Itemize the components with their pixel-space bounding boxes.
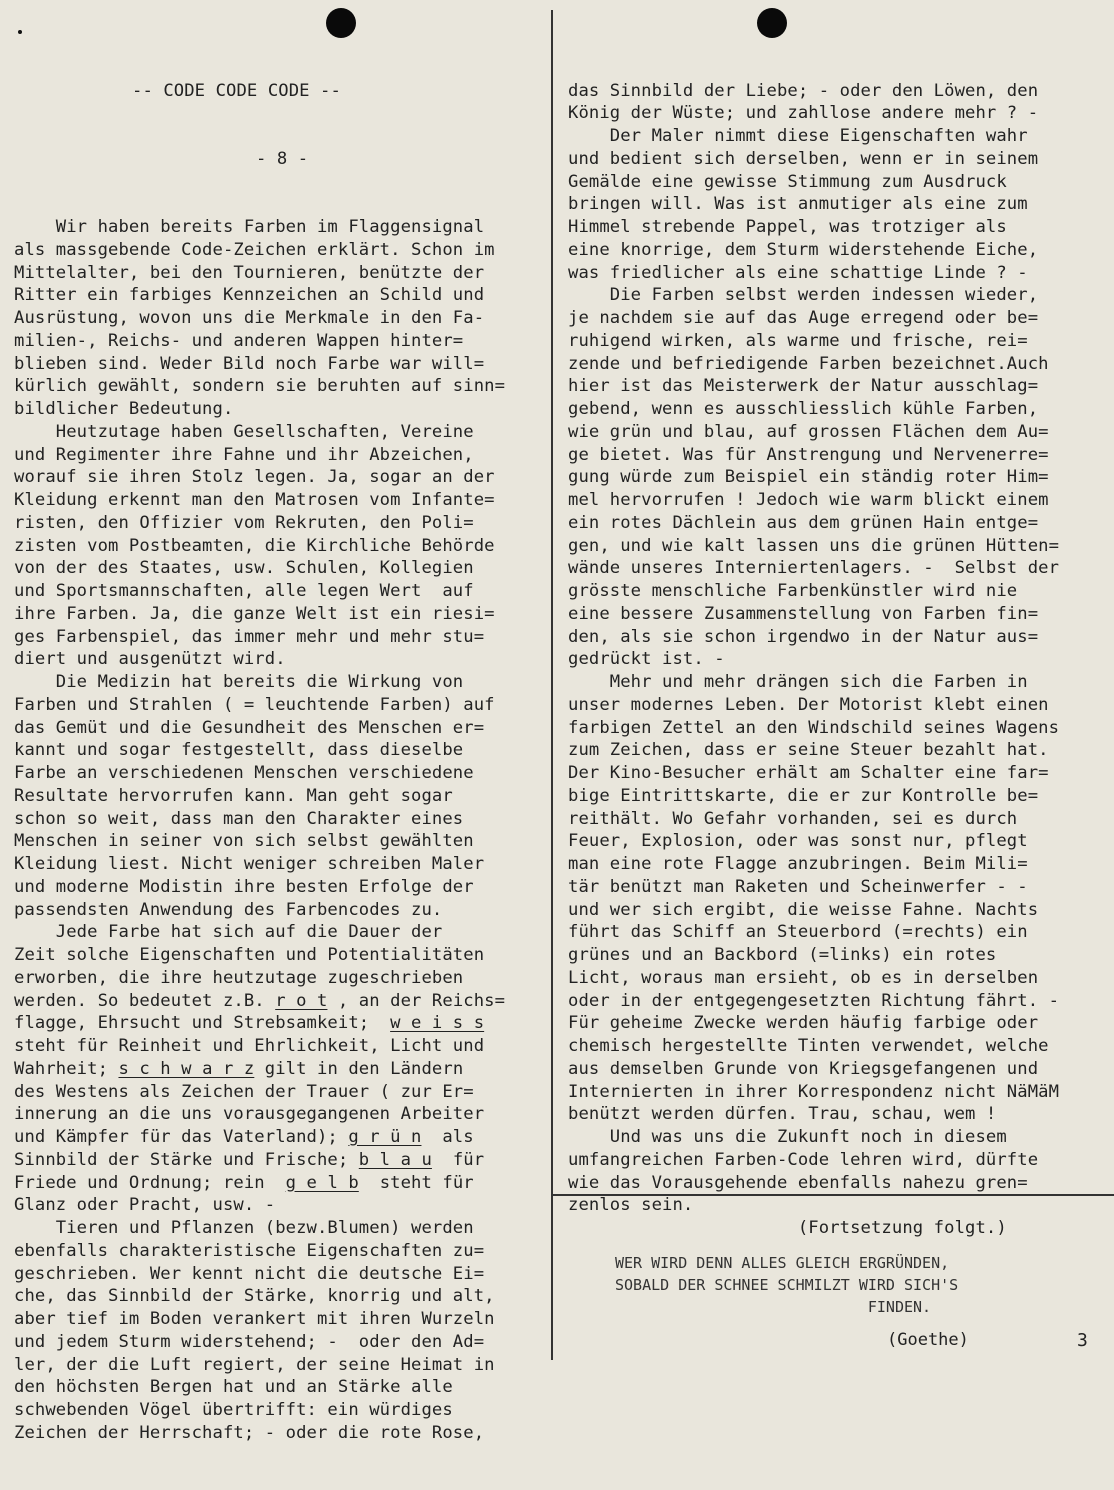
text-line: Heutzutage haben Gesellschaften, Vereine: [14, 421, 474, 442]
underlined-color-word: b l a u: [358, 1149, 432, 1170]
text-line: hier ist das Meisterwerk der Natur ausschlag=: [568, 376, 1039, 397]
text-line: und bedient sich derselben, wenn er in seinem: [568, 148, 1039, 169]
underlined-color-word: g e l b: [285, 1172, 359, 1193]
text-line: aber tief im Boden verankert mit ihren Wurzeln: [14, 1309, 495, 1329]
text-line: reithält. Wo Gefahr vorhanden, sei es durch: [568, 808, 1018, 829]
text-line: Resultate hervorrufen kann. Man geht sogar: [14, 785, 453, 806]
underlined-color-word: s c h w a r z: [118, 1058, 255, 1079]
text-line: worauf sie ihren Stolz legen. Ja, sogar an der: [14, 467, 495, 488]
text-line: schwebenden Vögel übertrifft: ein würdiges: [14, 1400, 453, 1420]
text-line: Die Medizin hat bereits die Wirkung von: [14, 672, 464, 692]
text-line: aus demselben Grunde von Kriegsgefangenen und: [568, 1058, 1039, 1079]
goethe-quote: [615, 1252, 958, 1318]
text-line: flagge, Ehrsucht und Strebsamkeit; w e i s s: [14, 1013, 485, 1034]
text-line: Wahrheit; s c h w a r z gilt in den Ländern: [14, 1058, 464, 1079]
text-line: Wir haben bereits Farben im Flaggensignal: [14, 217, 485, 237]
text-line: wände unseres Interniertenlagers. - Selbst der: [568, 558, 1060, 579]
text-line: innerung an die uns vorausgegangenen Arbeiter: [14, 1104, 485, 1125]
text-line: Mittelalter, bei den Tournieren, benützte der: [14, 262, 485, 283]
underlined-color-word: w e i s s: [390, 1013, 485, 1034]
text-line: Und was uns die Zukunft noch in diesem: [568, 1127, 1007, 1147]
text-line: Ausrüstung, wovon uns die Merkmale in den Fa-: [14, 308, 485, 328]
text-line: zenlos sein.: [568, 1195, 694, 1216]
text-line: bige Eintrittskarte, die er zur Kontrolle be=: [568, 785, 1039, 806]
quote-line-1: WER WIRD DENN ALLES GLEICH ERGRÜNDEN,: [615, 1254, 950, 1272]
text-line: gedrückt ist. -: [568, 649, 725, 670]
text-line: bringen will. Was ist anmutiger als eine zum: [568, 194, 1028, 215]
text-line: Kleidung liest. Nicht weniger schreiben Maler: [14, 854, 485, 874]
text-line: oder in der entgegengesetzten Richtung fährt. -: [568, 990, 1060, 1011]
text-line: Jede Farbe hat sich auf die Dauer der: [14, 922, 443, 943]
text-line: Menschen in seiner von sich selbst gewählten: [14, 831, 474, 852]
text-line: ler, der die Luft regiert, der seine Heimat in: [14, 1354, 495, 1375]
underlined-color-word: r o t: [275, 990, 328, 1011]
text-line: farbigen Zettel an den Windschild seines Wagens: [568, 717, 1060, 738]
text-line: Gemälde eine gewisse Stimmung zum Ausdruck: [568, 171, 1007, 192]
text-line: gebend, wenn es ausschliesslich kühle Farben,: [568, 399, 1039, 419]
right-column: [568, 34, 1108, 1285]
text-line: den, als sie schon irgendwo in der Natur aus=: [568, 626, 1039, 647]
text-line: ruhigend wirken, als warme und frische, rei=: [568, 330, 1028, 351]
text-line: Ritter ein farbiges Kennzeichen an Schild und: [14, 285, 485, 306]
text-line: ihre Farben. Ja, die ganze Welt ist ein riesi=: [14, 603, 495, 624]
text-line: ge bietet. Was für Anstrengung und Nervenerre=: [568, 444, 1049, 465]
text-line: (Fortsetzung folgt.): [568, 1218, 1007, 1238]
text-line: von der des Staates, usw. Schulen, Kollegien: [14, 558, 474, 579]
text-line: und wer sich ergibt, die weisse Fahne. Nachts: [568, 899, 1039, 920]
text-line: und Regimenter ihre Fahne und ihr Abzeichen,: [14, 444, 474, 465]
text-line: Glanz oder Pracht, usw. -: [14, 1195, 276, 1216]
text-line: erworben, die ihre heutzutage zugeschrieben: [14, 967, 464, 988]
quote-author: (Goethe): [887, 1330, 969, 1350]
text-line: grünes und an Backbord (=links) ein rotes: [568, 945, 997, 965]
text-line: Kleidung erkennt man den Matrosen vom Infante=: [14, 490, 495, 510]
page-header: -- CODE CODE CODE --: [132, 80, 341, 101]
text-line: Zeichen der Herrschaft; - oder die rote Rose,: [14, 1422, 485, 1443]
underlined-color-word: g r ü n: [348, 1127, 422, 1147]
text-line: Die Farben selbst werden indessen wieder,: [568, 285, 1039, 306]
text-line: bildlicher Bedeutung.: [14, 399, 234, 419]
text-line: blieben sind. Weder Bild noch Farbe war will=: [14, 353, 485, 374]
text-line: König der Wüste; und zahllose andere mehr ? -: [568, 103, 1039, 124]
text-line: umfangreichen Farben-Code lehren wird, dürfte: [568, 1149, 1039, 1170]
text-line: gung würde zum Beispiel ein ständig roter Him=: [568, 467, 1049, 488]
page-number-top: - 8 -: [256, 148, 309, 169]
text-line: Tieren und Pflanzen (bezw.Blumen) werden: [14, 1218, 474, 1238]
quote-line-3: FINDEN.: [615, 1298, 932, 1316]
text-line: unser modernes Leben. Der Motorist klebt einen: [568, 694, 1049, 715]
text-line: diert und ausgenützt wird.: [14, 649, 286, 670]
text-line: und moderne Modistin ihre besten Erfolge der: [14, 876, 474, 897]
text-line: gen, und wie kalt lassen uns die grünen Hütten=: [568, 535, 1060, 556]
text-line: als massgebende Code-Zeichen erklärt. Schon im: [14, 239, 495, 260]
text-line: Himmel strebende Pappel, was trotziger als: [568, 217, 1007, 237]
text-line: Feuer, Explosion, oder was sonst nur, pflegt: [568, 831, 1028, 852]
text-line: Für geheime Zwecke werden häufig farbige oder: [568, 1013, 1039, 1034]
text-line: des Westens als Zeichen der Trauer ( zur Er=: [14, 1081, 474, 1102]
left-column: [14, 34, 544, 1490]
text-line: werden. So bedeutet z.B. r o t , an der Reichs=: [14, 990, 506, 1011]
text-line: Der Kino-Besucher erhält am Schalter eine far=: [568, 763, 1049, 783]
text-line: kürlich gewählt, sondern sie beruhten auf sinn=: [14, 376, 506, 397]
text-line: che, das Sinnbild der Stärke, knorrig und alt,: [14, 1286, 495, 1307]
text-line: eine bessere Zusammenstellung von Farben fin=: [568, 603, 1039, 624]
text-line: chemisch hergestellte Tinten verwendet, welche: [568, 1036, 1049, 1056]
text-line: Der Maler nimmt diese Eigenschaften wahr: [568, 126, 1028, 146]
text-line: was friedlicher als eine schattige Linde ? -: [568, 262, 1028, 283]
text-line: kannt und sogar festgestellt, dass dieselbe: [14, 740, 464, 761]
text-line: mel hervorrufen ! Jedoch wie warm blickt einem: [568, 490, 1049, 510]
text-line: Mehr und mehr drängen sich die Farben in: [568, 672, 1028, 692]
text-line: den höchsten Bergen hat und an Stärke alle: [14, 1377, 453, 1398]
text-line: ein rotes Dächlein aus dem grünen Hain entge=: [568, 512, 1039, 533]
text-line: risten, den Offizier vom Rekruten, den Poli=: [14, 512, 474, 533]
text-line: Farbe an verschiedenen Menschen verschiedene: [14, 763, 474, 783]
text-line: zende und befriedigende Farben bezeichnet.Auch: [568, 353, 1049, 374]
text-line: passendsten Anwendung des Farbencodes zu.: [14, 899, 443, 920]
quote-line-2: SOBALD DER SCHNEE SCHMILZT WIRD SICH'S: [615, 1276, 959, 1294]
text-line: und jedem Sturm widerstehend; - oder den Ad=: [14, 1331, 485, 1352]
text-line: eine knorrige, dem Sturm widerstehende Eiche,: [568, 239, 1039, 260]
text-line: geschrieben. Wer kennt nicht die deutsche Ei=: [14, 1263, 485, 1284]
text-line: und Sportsmannschaften, alle legen Wert auf: [14, 581, 474, 601]
text-line: grösste menschliche Farbenkünstler wird nie: [568, 581, 1018, 601]
page-number-bottom: 3: [1077, 1330, 1088, 1351]
text-line: das Gemüt und die Gesundheit des Menschen er=: [14, 717, 485, 738]
text-line: das Sinnbild der Liebe; - oder den Löwen, den: [568, 80, 1039, 101]
text-line: tär benützt man Raketen und Scheinwerfer - -: [568, 876, 1028, 897]
text-line: wie das Vorausgehende ebenfalls nahezu gren=: [568, 1172, 1028, 1193]
text-line: Licht, woraus man ersieht, ob es in derselben: [568, 967, 1039, 988]
text-line: zum Zeichen, dass er seine Steuer bezahlt hat.: [568, 740, 1049, 761]
text-line: milien-, Reichs- und anderen Wappen hinter=: [14, 330, 464, 351]
column-divider: [551, 10, 553, 1360]
text-line: zisten vom Postbeamten, die Kirchliche Behörde: [14, 535, 495, 556]
text-line: benützt werden dürfen. Trau, schau, wem !: [568, 1104, 997, 1125]
text-line: je nachdem sie auf das Auge erregend oder be=: [568, 308, 1039, 328]
text-line: Friede und Ordnung; rein g e l b steht für: [14, 1172, 474, 1193]
text-line: und Kämpfer für das Vaterland); g r ü n als: [14, 1127, 474, 1147]
text-line: führt das Schiff an Steuerbord (=rechts) ein: [568, 922, 1028, 943]
text-line: man eine rote Flagge anzubringen. Beim Mili=: [568, 854, 1028, 874]
text-line: ges Farbenspiel, das immer mehr und mehr stu=: [14, 626, 485, 647]
right-column-text: [568, 80, 1108, 1240]
text-line: Farben und Strahlen ( = leuchtende Farben) auf: [14, 694, 495, 715]
text-line: Internierten in ihrer Korrespondenz nicht NäMäM: [568, 1081, 1060, 1102]
text-line: ebenfalls charakteristische Eigenschaften zu=: [14, 1240, 485, 1261]
text-line: wie grün und blau, auf grossen Flächen dem Au=: [568, 421, 1049, 442]
text-line: Zeit solche Eigenschaften und Potentialitäten: [14, 945, 485, 965]
text-line: Sinnbild der Stärke und Frische; b l a u für: [14, 1149, 485, 1170]
text-line: steht für Reinheit und Ehrlichkeit, Licht und: [14, 1036, 485, 1056]
left-column-text: [14, 216, 544, 1445]
text-line: schon so weit, dass man den Charakter eines: [14, 808, 464, 829]
